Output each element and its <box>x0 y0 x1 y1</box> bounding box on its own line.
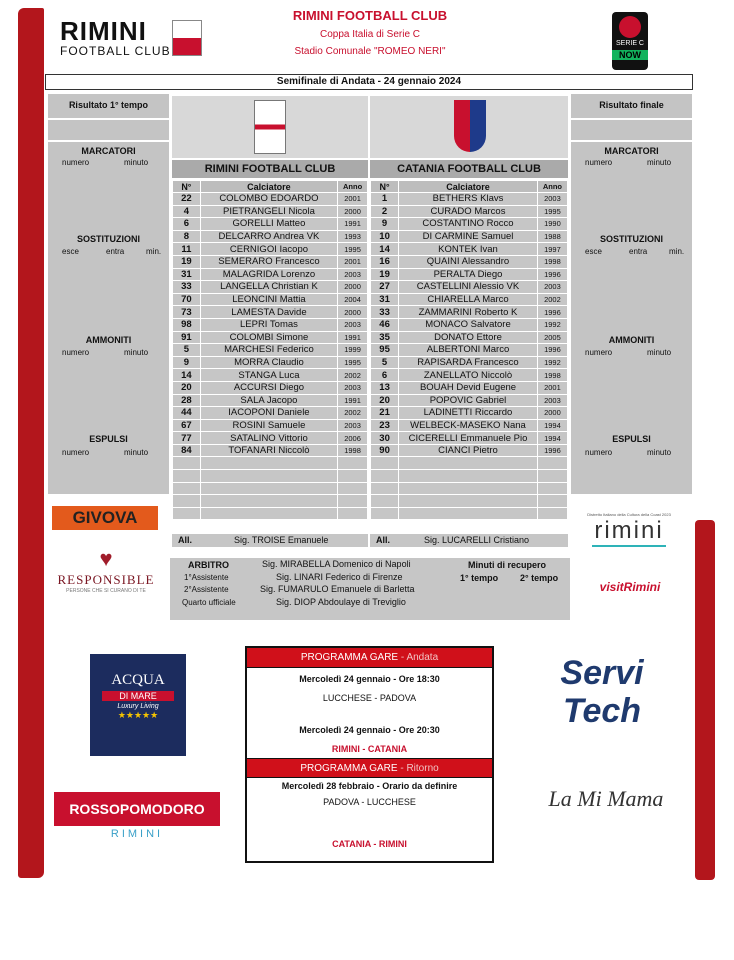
table-row <box>371 495 568 508</box>
table-row <box>371 268 568 281</box>
assistant-1: Sig. LINARI Federico di Firenze <box>276 572 403 582</box>
player-year: 1998 <box>537 369 567 382</box>
player-year: 1994 <box>537 419 567 432</box>
away-roster: N° Calciatore Anno 1 BETHERS Klavs 2003 2 CURADO Marcos 1995 9 COSTANTINO Rocco 1990 10 DI CARMINE Samuel 1988 14 KONTEK Ivan 1997 16 QUAINI Alessandro 1998 19 PERALTA Diego 1996 27 CASTELLINI Alessio VK 2003 31 CHIARELLA Marco 2002 33 ZAMMARINI Roberto K 1996 46 MONACO Salvatore 1992 35 DONATO Ettore 2005 95 ALBERTONI Marco 1996 5 RAPISARDA Francesco 1992 6 ZANELLATO Niccolò 1998 13 BOUAH Devid Eugene 2001 20 POPOVIC Gabriel 2003 21 LADINETTI Riccardo 2000 23 WELBECK-MASEKO Nana 1994 30 CICERELLI Emmanuele Pio 1994 90 CIANCI Pietro 1996 <box>370 180 568 520</box>
player-number: 23 <box>371 419 399 432</box>
player-number: 2 <box>371 205 399 218</box>
player-year: 1994 <box>537 432 567 445</box>
player-year <box>338 470 368 483</box>
player-year: 2006 <box>338 432 368 445</box>
player-name: LEPRI Tomas <box>200 318 337 331</box>
player-number: 1 <box>371 193 399 206</box>
table-row <box>173 356 368 369</box>
left-panel: Risultato 1° tempo MARCATORI numero minuto SOSTITUZIONI esce entra min. AMMONITI numero minuto ESPULSI numero minuto <box>48 94 169 494</box>
assistant-2: Sig. FUMARULO Emanuele di Barletta <box>260 584 415 594</box>
header-block <box>240 8 500 57</box>
table-row <box>371 381 568 394</box>
player-name: CASTELLINI Alessio VK <box>399 281 538 294</box>
player-number: 84 <box>173 444 201 457</box>
servitech-logo: Servi Tech <box>560 654 644 730</box>
table-row <box>371 407 568 420</box>
match-title: Semifinale di Andata - 24 gennaio 2024 <box>45 74 693 90</box>
player-number: 16 <box>371 255 399 268</box>
player-year: 2000 <box>338 281 368 294</box>
player-year <box>537 457 567 470</box>
player-number <box>371 457 399 470</box>
table-row <box>371 193 568 206</box>
player-number: 27 <box>371 281 399 294</box>
player-number: 10 <box>371 230 399 243</box>
player-number <box>371 495 399 508</box>
player-number: 98 <box>173 318 201 331</box>
right-panel: Risultato finale MARCATORI numero minuto SOSTITUZIONI esce entra min. AMMONITI numero minuto ESPULSI numero minuto <box>571 94 692 494</box>
player-name: ZAMMARINI Roberto K <box>399 306 538 319</box>
table-row <box>173 331 368 344</box>
fourth-official: Sig. DIOP Abdoulaye di Treviglio <box>276 597 406 607</box>
player-year <box>537 470 567 483</box>
header-stadium: Stadio Comunale "ROMEO NERI" <box>294 46 446 57</box>
table-row <box>371 218 568 231</box>
table-row <box>371 482 568 495</box>
player-name: CIANCI Pietro <box>399 444 538 457</box>
player-year <box>338 495 368 508</box>
player-name: SALA Jacopo <box>200 394 337 407</box>
player-year <box>537 495 567 508</box>
player-year: 2001 <box>338 193 368 206</box>
player-number: 46 <box>371 318 399 331</box>
player-name: MARCHESI Federico <box>200 344 337 357</box>
table-row <box>371 470 568 483</box>
player-name: COSTANTINO Rocco <box>399 218 538 231</box>
rimini-city-logo: Distretto Italiano della Cultura della Coast 2023 rimini <box>584 512 674 551</box>
player-year: 1996 <box>537 306 567 319</box>
player-number: 67 <box>173 419 201 432</box>
player-name <box>399 495 538 508</box>
player-name: LAMESTA Davide <box>200 306 337 319</box>
player-name: PERALTA Diego <box>399 268 538 281</box>
acqua-di-mare-logo: ACQUA DI MARE Luxury Living ★★★★★ <box>90 654 186 756</box>
table-row <box>173 218 368 231</box>
player-year <box>338 507 368 520</box>
table-row <box>371 306 568 319</box>
player-year: 1998 <box>537 255 567 268</box>
player-number: 9 <box>371 218 399 231</box>
table-row <box>371 419 568 432</box>
player-name: ACCURSI Diego <box>200 381 337 394</box>
table-row <box>371 356 568 369</box>
table-row <box>371 457 568 470</box>
player-name: STANGA Luca <box>200 369 337 382</box>
rimini-crest-icon <box>172 20 202 56</box>
player-name <box>399 457 538 470</box>
player-number: 31 <box>173 268 201 281</box>
away-coach-row: All. Sig. LUCARELLI Cristiano <box>370 534 568 547</box>
player-year: 2002 <box>338 407 368 420</box>
player-year: 1999 <box>338 344 368 357</box>
table-row <box>371 255 568 268</box>
player-name: ROSINI Samuele <box>200 419 337 432</box>
player-year: 1995 <box>338 243 368 256</box>
player-year: 2003 <box>537 281 567 294</box>
program-ritorno-header: PROGRAMMA GARE - Ritorno <box>247 758 492 778</box>
player-year: 1996 <box>537 344 567 357</box>
table-row <box>173 268 368 281</box>
table-row <box>173 482 368 495</box>
table-row <box>371 293 568 306</box>
table-row <box>173 495 368 508</box>
table-row <box>173 507 368 520</box>
header-competition: Coppa Italia di Serie C <box>319 29 421 40</box>
home-team-name: RIMINI FOOTBALL CLUB <box>172 160 368 178</box>
player-number: 6 <box>371 369 399 382</box>
player-name: PIETRANGELI Nicola <box>200 205 337 218</box>
table-row <box>173 205 368 218</box>
table-row <box>371 318 568 331</box>
seriec-now-logo: SERIE C NOW <box>612 12 648 70</box>
player-name: BETHERS Klavs <box>399 193 538 206</box>
player-year <box>338 482 368 495</box>
table-row <box>173 457 368 470</box>
player-name: SATALINO Vittorio <box>200 432 337 445</box>
player-number: 73 <box>173 306 201 319</box>
player-name <box>200 457 337 470</box>
player-year: 1995 <box>338 356 368 369</box>
player-number: 19 <box>173 255 201 268</box>
player-name: CERNIGOI Iacopo <box>200 243 337 256</box>
player-year: 2003 <box>338 419 368 432</box>
player-name: ZANELLATO Niccolò <box>399 369 538 382</box>
player-number <box>371 482 399 495</box>
player-name: CURADO Marcos <box>399 205 538 218</box>
away-coach: Sig. LUCARELLI Cristiano <box>424 535 530 545</box>
table-row <box>371 369 568 382</box>
rossopomodoro-logo: ROSSOPOMODORO RIMINI <box>54 792 220 840</box>
player-year <box>338 457 368 470</box>
table-row <box>173 318 368 331</box>
player-name: CICERELLI Emmanuele Pio <box>399 432 538 445</box>
player-number: 19 <box>371 268 399 281</box>
player-name: CHIARELLA Marco <box>399 293 538 306</box>
table-row <box>173 255 368 268</box>
givova-logo: GIVOVA <box>52 506 158 530</box>
catania-crest-icon <box>454 100 486 152</box>
player-year: 1988 <box>537 230 567 243</box>
player-number: 20 <box>371 394 399 407</box>
table-row <box>173 432 368 445</box>
player-year: 1990 <box>537 218 567 231</box>
table-row <box>371 205 568 218</box>
player-name <box>200 482 337 495</box>
home-crest-box <box>172 96 368 158</box>
table-row <box>371 281 568 294</box>
table-row <box>173 394 368 407</box>
player-year: 1996 <box>537 444 567 457</box>
player-number: 21 <box>371 407 399 420</box>
player-name <box>399 507 538 520</box>
player-name <box>200 470 337 483</box>
table-row <box>173 193 368 206</box>
player-number: 11 <box>173 243 201 256</box>
rimini-logo: RIMINI FOOTBALL CLUB <box>60 18 171 58</box>
player-name: LANGELLA Christian K <box>200 281 337 294</box>
player-name: MONACO Salvatore <box>399 318 538 331</box>
player-number: 4 <box>173 205 201 218</box>
table-row <box>371 444 568 457</box>
player-number <box>173 495 201 508</box>
player-number: 8 <box>173 230 201 243</box>
player-name: GORELLI Matteo <box>200 218 337 231</box>
player-number: 30 <box>371 432 399 445</box>
player-year: 2003 <box>338 268 368 281</box>
player-year: 1991 <box>338 394 368 407</box>
player-number: 20 <box>173 381 201 394</box>
player-name: DELCARRO Andrea VK <box>200 230 337 243</box>
player-year: 2005 <box>537 331 567 344</box>
player-year: 2000 <box>338 306 368 319</box>
player-number: 95 <box>371 344 399 357</box>
player-year: 2000 <box>338 205 368 218</box>
player-year: 2003 <box>537 394 567 407</box>
player-number: 70 <box>173 293 201 306</box>
away-team-name: CATANIA FOOTBALL CLUB <box>370 160 568 178</box>
table-row <box>173 243 368 256</box>
left-red-splash <box>18 8 44 878</box>
player-number: 91 <box>173 331 201 344</box>
player-name: WELBECK-MASEKO Nana <box>399 419 538 432</box>
player-name: POPOVIC Gabriel <box>399 394 538 407</box>
player-year: 2002 <box>338 369 368 382</box>
player-year <box>537 507 567 520</box>
table-row <box>173 344 368 357</box>
header-club: RIMINI FOOTBALL CLUB <box>292 8 448 23</box>
table-row <box>173 407 368 420</box>
player-number: 13 <box>371 381 399 394</box>
player-number: 22 <box>173 193 201 206</box>
seriec-icon <box>619 16 641 38</box>
player-year: 2001 <box>537 381 567 394</box>
player-number: 35 <box>371 331 399 344</box>
player-name: RAPISARDA Francesco <box>399 356 538 369</box>
table-row <box>173 369 368 382</box>
table-row <box>371 432 568 445</box>
player-year: 1992 <box>537 356 567 369</box>
home-roster: N° Calciatore Anno 22 COLOMBO EDOARDO 2001 4 PIETRANGELI Nicola 2000 6 GORELLI Matteo 1991 8 DELCARRO Andrea VK 1993 11 CERNIGOI Iacopo 1995 19 SEMERARO Francesco 2001 31 MALAGRIDA Lorenzo 2003 33 LANGELLA Christian K 2000 70 LEONCINI Mattia 2004 73 LAMESTA Davide 2000 98 LEPRI Tomas 2003 91 COLOMBI Simone 1991 5 MARCHESI Federico 1999 9 MORRA Claudio 1995 14 STANGA Luca 2002 20 ACCURSI Diego 2003 28 SALA Jacopo 1991 44 IACOPONI Daniele 2002 67 ROSINI Samuele 2003 77 SATALINO Vittorio 2006 84 TOFANARI Niccolò 1998 <box>172 180 368 520</box>
player-number: 14 <box>371 243 399 256</box>
player-number <box>371 470 399 483</box>
table-row <box>173 281 368 294</box>
player-number: 5 <box>173 344 201 357</box>
player-number: 77 <box>173 432 201 445</box>
match-program: PROGRAMMA GARE - Andata Mercoledì 24 gennaio - Ore 18:30 LUCCHESE - PADOVA Mercoledì 24 gennaio - Ore 20:30 RIMINI - CATANIA PROGRAMMA GARE - Ritorno Mercoledì 28 febbraio - Orario da definire PADOVA - LUCCHESE CATANIA - RIMINI <box>245 646 494 863</box>
player-year: 1993 <box>338 230 368 243</box>
player-number <box>173 507 201 520</box>
table-row <box>371 243 568 256</box>
player-name: MALAGRIDA Lorenzo <box>200 268 337 281</box>
away-crest-box <box>370 96 568 158</box>
player-number <box>173 482 201 495</box>
player-number: 6 <box>173 218 201 231</box>
player-year: 1997 <box>537 243 567 256</box>
player-year: 1998 <box>338 444 368 457</box>
player-year <box>537 482 567 495</box>
player-year: 2003 <box>338 318 368 331</box>
table-row <box>371 230 568 243</box>
player-number <box>173 470 201 483</box>
la-mi-mama-logo: La Mi Mama <box>548 786 664 811</box>
player-name: KONTEK Ivan <box>399 243 538 256</box>
player-name: IACOPONI Daniele <box>200 407 337 420</box>
right-red-splash <box>695 520 715 880</box>
player-number <box>371 507 399 520</box>
table-row <box>371 507 568 520</box>
player-name: MORRA Claudio <box>200 356 337 369</box>
player-name: COLOMBI Simone <box>200 331 337 344</box>
player-number: 28 <box>173 394 201 407</box>
player-year: 2001 <box>338 255 368 268</box>
player-name: COLOMBO EDOARDO <box>200 193 337 206</box>
player-year: 1995 <box>537 205 567 218</box>
player-number: 5 <box>371 356 399 369</box>
player-name: QUAINI Alessandro <box>399 255 538 268</box>
table-row <box>173 470 368 483</box>
player-name: LEONCINI Mattia <box>200 293 337 306</box>
visit-rimini-logo: visitRimini <box>599 580 661 594</box>
table-row <box>173 230 368 243</box>
player-number: 33 <box>173 281 201 294</box>
player-year: 2004 <box>338 293 368 306</box>
player-name: ALBERTONI Marco <box>399 344 538 357</box>
table-row <box>173 306 368 319</box>
player-name: SEMERARO Francesco <box>200 255 337 268</box>
player-name <box>399 470 538 483</box>
player-year: 2003 <box>537 193 567 206</box>
referee: Sig. MIRABELLA Domenico di Napoli <box>262 559 411 569</box>
home-coach-row: All. Sig. TROISE Emanuele <box>172 534 368 547</box>
officials-table: ARBITRO Sig. MIRABELLA Domenico di Napoli 1°Assistente Sig. LINARI Federico di Firenze 2°Assistente Sig. FUMARULO Emanuele di Barletta Quarto ufficiale Sig. DIOP Abdoulaye di Treviglio Minuti di recupero 1° tempo 2° tempo <box>170 558 570 620</box>
player-name: BOUAH Devid Eugene <box>399 381 538 394</box>
player-name <box>200 507 337 520</box>
player-year: 2003 <box>338 381 368 394</box>
player-number: 33 <box>371 306 399 319</box>
player-name: DI CARMINE Samuel <box>399 230 538 243</box>
player-year: 2000 <box>537 407 567 420</box>
player-name <box>399 482 538 495</box>
player-year: 1992 <box>537 318 567 331</box>
player-number: 31 <box>371 293 399 306</box>
table-row <box>371 394 568 407</box>
player-year: 1991 <box>338 331 368 344</box>
player-year: 1996 <box>537 268 567 281</box>
table-row <box>371 344 568 357</box>
player-number: 14 <box>173 369 201 382</box>
table-row <box>173 419 368 432</box>
player-name: LADINETTI Riccardo <box>399 407 538 420</box>
player-number <box>173 457 201 470</box>
home-coach: Sig. TROISE Emanuele <box>234 535 329 545</box>
player-year: 2002 <box>537 293 567 306</box>
player-number: 44 <box>173 407 201 420</box>
player-name: TOFANARI Niccolò <box>200 444 337 457</box>
player-year: 1991 <box>338 218 368 231</box>
table-row <box>173 381 368 394</box>
player-name <box>200 495 337 508</box>
rimini-crest-icon <box>254 100 286 154</box>
responsible-logo: ♥ RESPONSIBLE PERSONE CHE SI CURANO DI TE <box>48 546 164 594</box>
player-number: 9 <box>173 356 201 369</box>
heart-icon: ♥ <box>99 546 113 571</box>
table-row <box>173 444 368 457</box>
player-number: 90 <box>371 444 399 457</box>
player-name: DONATO Ettore <box>399 331 538 344</box>
table-row <box>173 293 368 306</box>
table-row <box>371 331 568 344</box>
program-andata-header: PROGRAMMA GARE - Andata <box>247 648 492 668</box>
